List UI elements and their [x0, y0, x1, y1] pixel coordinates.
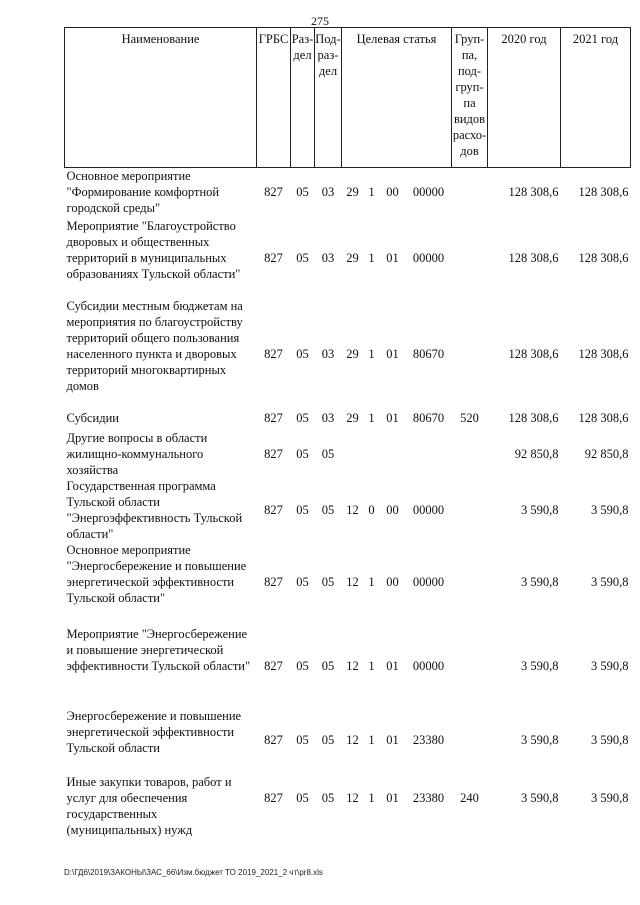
- row-target-2: 1: [368, 185, 375, 199]
- row-expense-group: [452, 298, 488, 410]
- header-razdel: Раз-дел: [291, 28, 315, 168]
- row-target-1: 29: [346, 185, 359, 199]
- row-value-2021: 128 308,6: [578, 185, 629, 199]
- row-target-4: 80670: [412, 411, 445, 425]
- header-grbs: ГРБС: [257, 28, 291, 168]
- table-header-row: [65, 28, 631, 168]
- row-expense-group: [452, 430, 488, 478]
- row-target-3: 00: [386, 575, 399, 589]
- row-target-2: [364, 430, 380, 478]
- row-target-3: 01: [386, 791, 399, 805]
- row-razdel: 05: [296, 447, 309, 461]
- row-value-2020: 128 308,6: [508, 347, 559, 361]
- row-name: Мероприятие "Благоустройство дворовых и общественных территорий в муниципальных образованиях Тульской области": [66, 219, 241, 281]
- row-expense-group: [452, 168, 488, 219]
- row-podrazdel: 05: [321, 575, 335, 589]
- row-value-2021: 128 308,6: [578, 347, 629, 361]
- row-target-1: 12: [346, 791, 359, 805]
- row-value-2021: 3 590,8: [591, 503, 629, 517]
- row-value-2021: 92 850,8: [584, 447, 629, 461]
- row-value-2020: 3 590,8: [521, 575, 559, 589]
- row-value-2020: 3 590,8: [521, 659, 559, 673]
- header-year-2021: 2021 год: [561, 28, 631, 168]
- row-value-2020: 128 308,6: [508, 411, 559, 425]
- row-target-1: 29: [346, 411, 359, 425]
- row-target-2: 1: [368, 411, 375, 425]
- row-target-2: 1: [368, 791, 375, 805]
- file-path-footer: D:\ГД6\2019\ЗАКОНЫ\ЗАС_66\Изм.бюджет ТО 2019_2021_2 чт\pr8.xls: [64, 868, 323, 877]
- row-name: Энергосбережение и повышение энергетической эффективности Тульской области: [66, 709, 242, 755]
- header-podrazdel: Под-раз-дел: [315, 28, 342, 168]
- row-target-1: 12: [346, 575, 359, 589]
- row-target-1: 29: [346, 347, 359, 361]
- row-target-4: 00000: [412, 251, 445, 265]
- row-target-3: 00: [386, 185, 399, 199]
- row-target-2: 1: [368, 575, 375, 589]
- table-row: [65, 298, 631, 410]
- row-value-2021: 3 590,8: [591, 791, 629, 805]
- row-expense-group: 520: [460, 411, 479, 425]
- row-grbs: 827: [264, 733, 283, 747]
- row-value-2021: 128 308,6: [578, 251, 629, 265]
- row-name: Основное мероприятие "Энергосбережение и повышение энергетической эффективности Тульской области": [66, 543, 247, 605]
- row-value-2021: 3 590,8: [591, 575, 629, 589]
- row-target-1: [342, 430, 364, 478]
- header-year-2020: 2020 год: [488, 28, 561, 168]
- row-expense-group: [452, 478, 488, 542]
- table-row: [65, 430, 631, 478]
- row-target-4: 00000: [412, 185, 445, 199]
- row-razdel: 05: [296, 575, 309, 589]
- row-target-3: 01: [386, 251, 399, 265]
- row-podrazdel: 05: [321, 503, 335, 517]
- header-name: Наименование: [65, 28, 257, 168]
- row-name: Мероприятие "Энергосбережение и повышение энергетической эффективности Тульской области": [66, 627, 251, 673]
- row-value-2020: 92 850,8: [514, 447, 559, 461]
- row-podrazdel: 05: [321, 791, 335, 805]
- row-target-2: 1: [368, 659, 375, 673]
- row-target-4: 00000: [412, 659, 445, 673]
- row-razdel: 05: [296, 503, 309, 517]
- row-target-4: 23380: [412, 791, 445, 805]
- table-row: [65, 774, 631, 838]
- row-razdel: 05: [296, 411, 309, 425]
- row-target-3: 01: [386, 347, 399, 361]
- header-expense-group: Груп-па, под-груп-па видов расхо-дов: [452, 28, 488, 168]
- row-razdel: 05: [296, 659, 309, 673]
- row-name: Субсидии: [66, 411, 119, 425]
- row-target-1: 12: [346, 733, 359, 747]
- row-podrazdel: 03: [321, 347, 335, 361]
- row-expense-group: [452, 218, 488, 298]
- row-grbs: 827: [264, 447, 283, 461]
- row-expense-group: [452, 708, 488, 774]
- row-target-1: 29: [346, 251, 359, 265]
- row-name: Другие вопросы в области жилищно-коммунального хозяйства: [66, 431, 208, 477]
- row-grbs: 827: [264, 251, 283, 265]
- row-value-2020: 3 590,8: [521, 791, 559, 805]
- row-expense-group: [452, 626, 488, 708]
- row-expense-group: 240: [460, 791, 479, 805]
- row-target-3: 00: [386, 503, 399, 517]
- row-podrazdel: 03: [321, 411, 335, 425]
- row-target-2: 1: [368, 347, 375, 361]
- row-target-2: 0: [368, 503, 375, 517]
- row-razdel: 05: [296, 791, 309, 805]
- row-razdel: 05: [296, 347, 309, 361]
- row-value-2021: 3 590,8: [591, 733, 629, 747]
- row-target-4: 80670: [412, 347, 445, 361]
- row-target-1: 12: [346, 503, 359, 517]
- row-podrazdel: 05: [321, 733, 335, 747]
- row-target-4: 00000: [412, 503, 445, 517]
- row-grbs: 827: [264, 659, 283, 673]
- row-value-2020: 128 308,6: [508, 185, 559, 199]
- row-target-2: 1: [368, 251, 375, 265]
- row-podrazdel: 05: [321, 659, 335, 673]
- header-target-article: Целевая статья: [342, 28, 452, 168]
- row-value-2020: 3 590,8: [521, 733, 559, 747]
- row-target-3: [380, 430, 406, 478]
- row-target-3: 01: [386, 659, 399, 673]
- row-value-2020: 3 590,8: [521, 503, 559, 517]
- row-grbs: 827: [264, 503, 283, 517]
- row-razdel: 05: [296, 185, 309, 199]
- table-row: [65, 168, 631, 219]
- table-row: [65, 410, 631, 430]
- row-value-2020: 128 308,6: [508, 251, 559, 265]
- row-name: Основное мероприятие "Формирование комфортной городской среды": [66, 169, 220, 215]
- row-name: Субсидии местным бюджетам на мероприятия по благоустройству территорий общего пользования населенного пункта и дворовых территорий многоквартирных домов: [66, 299, 243, 393]
- row-podrazdel: 05: [321, 447, 335, 461]
- row-value-2021: 128 308,6: [578, 411, 629, 425]
- row-value-2021: 3 590,8: [591, 659, 629, 673]
- row-name: Государственная программа Тульской области "Энергоэффективность Тульской области": [66, 479, 243, 541]
- row-grbs: 827: [264, 791, 283, 805]
- row-grbs: 827: [264, 411, 283, 425]
- table-row: [65, 218, 631, 298]
- row-razdel: 05: [296, 251, 309, 265]
- row-grbs: 827: [264, 347, 283, 361]
- row-target-3: 01: [386, 411, 399, 425]
- row-grbs: 827: [264, 575, 283, 589]
- row-podrazdel: 03: [321, 251, 335, 265]
- budget-table-sheet: [64, 27, 630, 838]
- row-name: Иные закупки товаров, работ и услуг для обеспечения государственных (муниципальных) нужд: [66, 775, 232, 837]
- row-podrazdel: 03: [321, 185, 335, 199]
- table-row: [65, 626, 631, 708]
- page-number: 275: [311, 14, 329, 28]
- row-grbs: 827: [264, 185, 283, 199]
- row-target-3: 01: [386, 733, 399, 747]
- budget-table: [64, 27, 631, 838]
- row-target-2: 1: [368, 733, 375, 747]
- row-target-4: 23380: [412, 733, 445, 747]
- row-razdel: 05: [296, 733, 309, 747]
- row-target-4: 00000: [412, 575, 445, 589]
- row-target-4: [406, 430, 452, 478]
- table-row: [65, 542, 631, 626]
- row-target-1: 12: [346, 659, 359, 673]
- table-row: [65, 708, 631, 774]
- row-expense-group: [452, 542, 488, 626]
- table-row: [65, 478, 631, 542]
